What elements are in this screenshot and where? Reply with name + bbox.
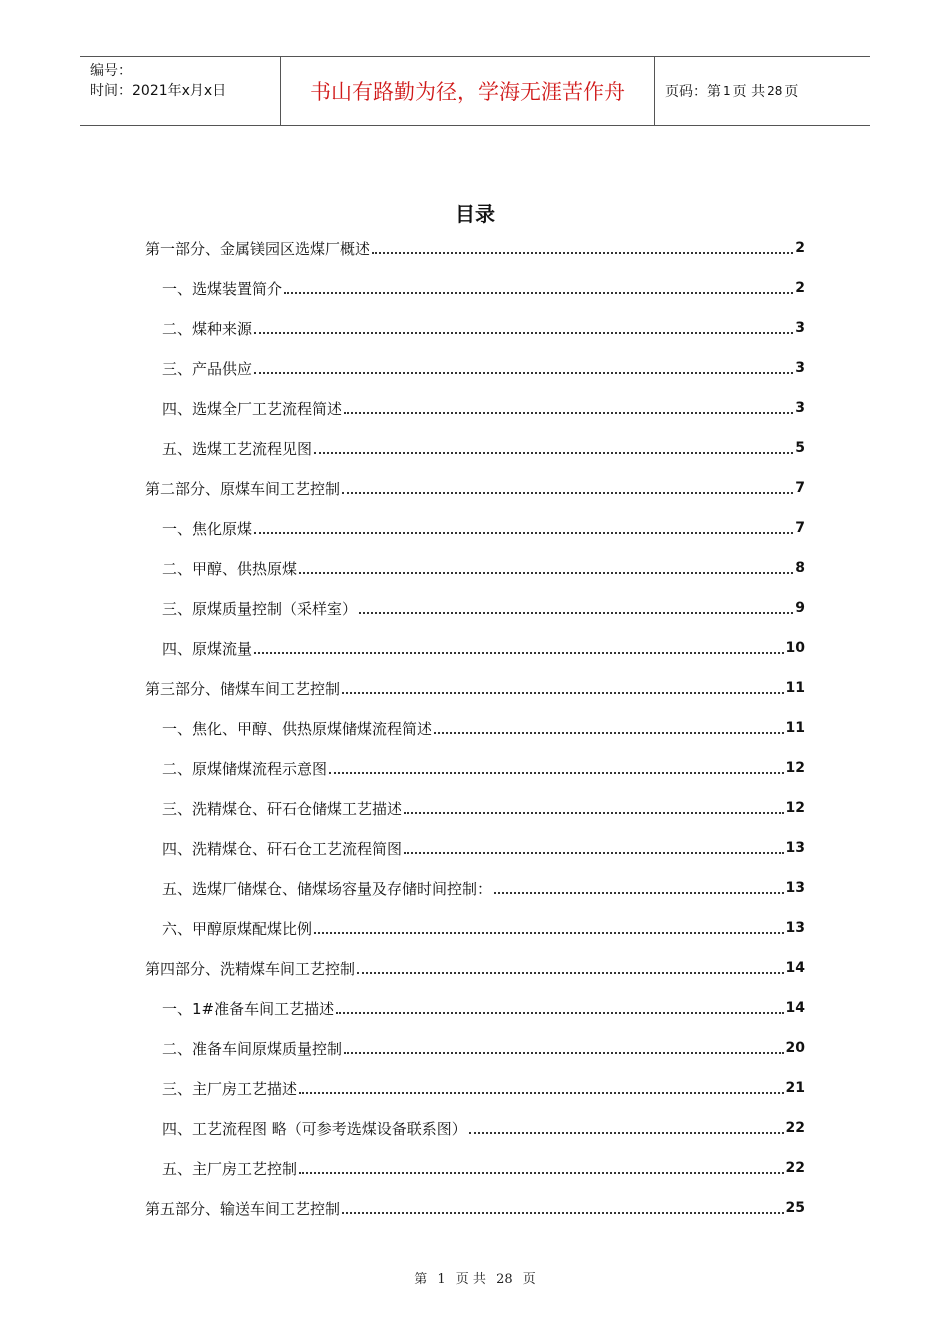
toc-entry-page: 10 <box>785 640 805 656</box>
toc-dot-leader <box>299 1092 784 1094</box>
toc-subsection[interactable] <box>145 1068 805 1108</box>
toc-entry-label: 一、焦化、甲醇、供热原煤储煤流程简述 <box>162 719 433 738</box>
toc-entry-page: 22 <box>785 1120 805 1136</box>
toc-dot-leader <box>372 252 793 254</box>
header-page-suffix: 页 <box>784 84 799 100</box>
toc-subsection[interactable] <box>145 428 805 468</box>
toc-dot-leader <box>404 812 784 814</box>
toc-entry-label: 四、工艺流程图 略（可参考选煤设备联系图） <box>162 1119 467 1138</box>
toc-section[interactable] <box>145 948 805 988</box>
footer-suffix: 页 <box>522 1272 536 1287</box>
toc-entry-label: 一、焦化原煤 <box>162 519 253 538</box>
toc-dot-leader <box>314 932 784 934</box>
page-footer <box>0 1268 950 1287</box>
toc-subsection[interactable] <box>145 348 805 388</box>
toc-entry-page: 12 <box>785 760 805 776</box>
toc-dot-leader <box>357 972 784 974</box>
toc-entry-page: 13 <box>785 920 805 936</box>
toc-entry-page: 11 <box>785 680 805 696</box>
toc-entry-label: 三、原煤质量控制（采样室） <box>162 599 358 618</box>
toc-entry-page: 8 <box>795 560 805 576</box>
footer-current: 1 <box>437 1272 446 1287</box>
toc-entry-page: 11 <box>785 720 805 736</box>
toc-section[interactable] <box>145 468 805 508</box>
toc-entry-label: 五、主厂房工艺控制 <box>162 1159 298 1178</box>
toc-dot-leader <box>329 772 784 774</box>
toc-subsection[interactable] <box>145 788 805 828</box>
toc-subsection[interactable] <box>145 908 805 948</box>
toc-title: 目录 <box>455 202 495 226</box>
toc-dot-leader <box>434 732 784 734</box>
document-time: 时间：2021年x月x日 <box>90 83 227 99</box>
toc-entry-label: 五、选煤工艺流程见图 <box>162 439 313 458</box>
toc-entry-page: 13 <box>785 880 805 896</box>
toc-subsection[interactable] <box>145 1028 805 1068</box>
footer-prefix: 第 <box>414 1272 428 1287</box>
toc-entry-page: 22 <box>785 1160 805 1176</box>
toc-dot-leader <box>254 372 793 374</box>
toc-entry-label: 第四部分、洗精煤车间工艺控制 <box>145 959 356 978</box>
toc-dot-leader <box>342 492 793 494</box>
toc-subsection[interactable] <box>145 588 805 628</box>
toc-entry-page: 3 <box>795 320 805 336</box>
toc-dot-leader <box>494 892 784 894</box>
header-page-mid: 页 共 <box>732 84 766 100</box>
toc-dot-leader <box>342 1212 784 1214</box>
toc-entry-page: 14 <box>785 960 805 976</box>
toc-entry-label: 一、选煤装置简介 <box>162 279 283 298</box>
toc-entry-page: 21 <box>785 1080 805 1096</box>
toc-entry-label: 三、主厂房工艺描述 <box>162 1079 298 1098</box>
toc-entry-label: 第三部分、储煤车间工艺控制 <box>145 679 341 698</box>
toc-entry-label: 三、洗精煤仓、矸石仓储煤工艺描述 <box>162 799 403 818</box>
footer-total: 28 <box>496 1272 513 1287</box>
toc-entry-page: 2 <box>795 240 805 256</box>
toc-dot-leader <box>359 612 793 614</box>
toc-entry-label: 第五部分、输送车间工艺控制 <box>145 1199 341 1218</box>
toc-entry-page: 3 <box>795 360 805 376</box>
toc-entry-page: 25 <box>785 1200 805 1216</box>
toc-entry-page: 13 <box>785 840 805 856</box>
toc-entry-label: 四、洗精煤仓、矸石仓工艺流程简图 <box>162 839 403 858</box>
toc-entry-label: 六、甲醇原煤配煤比例 <box>162 919 313 938</box>
toc-entry-label: 一、1#准备车间工艺描述 <box>162 999 335 1018</box>
toc-entry-label: 四、选煤全厂工艺流程简述 <box>162 399 343 418</box>
toc-entry-page: 7 <box>795 480 805 496</box>
toc-entry-label: 第二部分、原煤车间工艺控制 <box>145 479 341 498</box>
toc-dot-leader <box>299 1172 784 1174</box>
header-meta <box>80 57 281 125</box>
toc-entry-label: 五、选煤厂储煤仓、储煤场容量及存储时间控制： <box>162 879 493 898</box>
toc-dot-leader <box>254 652 784 654</box>
toc-entry-page: 9 <box>795 600 805 616</box>
toc-dot-leader <box>314 452 793 454</box>
toc-dot-leader <box>344 1052 784 1054</box>
toc-dot-leader <box>469 1132 784 1134</box>
toc-section[interactable] <box>145 228 805 268</box>
toc-entry-page: 20 <box>785 1040 805 1056</box>
footer-mid: 页 共 <box>455 1272 486 1287</box>
toc-subsection[interactable] <box>145 508 805 548</box>
page-header <box>80 56 870 126</box>
toc-section[interactable] <box>145 1188 805 1228</box>
toc-dot-leader <box>336 1012 783 1014</box>
toc-subsection[interactable] <box>145 388 805 428</box>
toc-subsection[interactable] <box>145 628 805 668</box>
toc-entry-label: 第一部分、金属镁园区选煤厂概述 <box>145 239 371 258</box>
toc-entry-label: 二、准备车间原煤质量控制 <box>162 1039 343 1058</box>
toc-entry-label: 三、产品供应 <box>162 359 253 378</box>
toc-section[interactable] <box>145 668 805 708</box>
toc-subsection[interactable] <box>145 868 805 908</box>
header-page-prefix: 页码：第 <box>665 84 721 100</box>
header-motto: 书山有路勤为径，学海无涯苦作舟 <box>281 57 655 125</box>
toc-entry-label: 四、原煤流量 <box>162 639 253 658</box>
toc-subsection[interactable] <box>145 1148 805 1188</box>
toc-entry-page: 3 <box>795 400 805 416</box>
document-number-label: 编号： <box>90 63 132 79</box>
toc-subsection[interactable] <box>145 1108 805 1148</box>
toc-entry-page: 2 <box>795 280 805 296</box>
toc-dot-leader <box>254 332 793 334</box>
toc-entry-page: 7 <box>795 520 805 536</box>
toc-dot-leader <box>404 852 784 854</box>
header-page-current: 1 <box>723 84 731 98</box>
toc-dot-leader <box>299 572 793 574</box>
toc-entry-page: 14 <box>785 1000 805 1016</box>
toc-entry-label: 二、原煤储煤流程示意图 <box>162 759 328 778</box>
toc-subsection[interactable] <box>145 708 805 748</box>
toc-subsection[interactable] <box>145 548 805 588</box>
toc-entry-page: 12 <box>785 800 805 816</box>
toc-subsection[interactable] <box>145 748 805 788</box>
toc-subsection[interactable] <box>145 308 805 348</box>
header-page-total: 28 <box>767 84 783 98</box>
toc-dot-leader <box>342 692 784 694</box>
table-of-contents <box>145 228 805 1228</box>
header-page-indicator <box>655 57 870 125</box>
toc-subsection[interactable] <box>145 988 805 1028</box>
toc-subsection[interactable] <box>145 828 805 868</box>
toc-subsection[interactable] <box>145 268 805 308</box>
toc-dot-leader <box>284 292 793 294</box>
toc-entry-label: 二、煤种来源 <box>162 319 253 338</box>
toc-dot-leader <box>344 412 793 414</box>
toc-dot-leader <box>254 532 793 534</box>
toc-entry-page: 5 <box>795 440 805 456</box>
toc-entry-label: 二、甲醇、供热原煤 <box>162 559 298 578</box>
